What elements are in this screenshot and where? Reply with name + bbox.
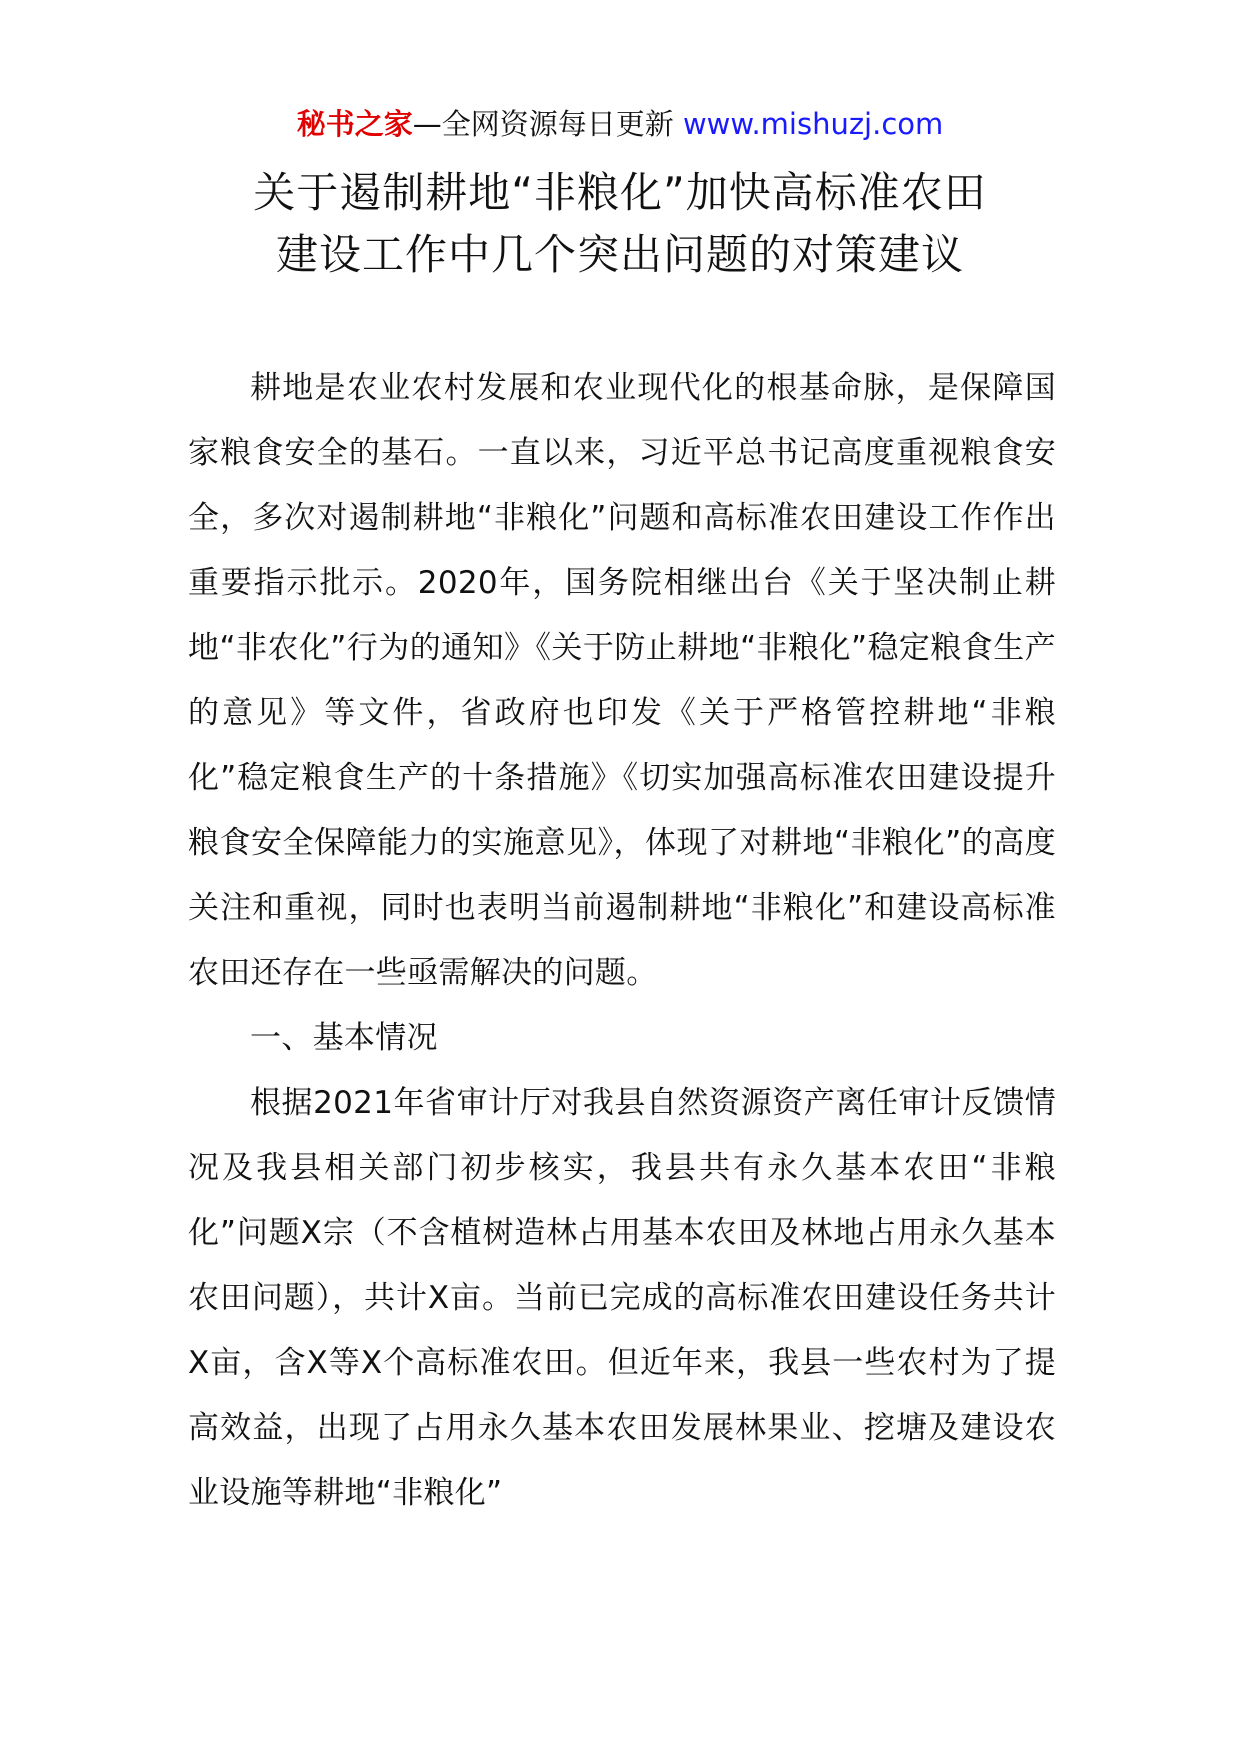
intro-paragraph: 耕地是农业农村发展和农业现代化的根基命脉，是保障国家粮食安全的基石。一直以来，习近平总书记高度重视粮食安全，多次对遏制耕地“非粮化”问题和高标准农田建设工作作出重要指示批示。2020年，国务院相继出台《关于坚决制止耕地“非农化”行为的通知》《关于防止耕地“非粮化”稳定粮食生产的意见》等文件，省政府也印发《关于严格管控耕地“非粮化”稳定粮食生产的十条措施》《切实加强高标准农田建设提升粮食安全保障能力的实施意见》，体现了对耕地“非粮化”的高度关注和重视，同时也表明当前遏制耕地“非粮化”和建设高标准农田还存在一些亟需解决的问题。 <box>188 370 1056 991</box>
brand-name: 秘书之家 <box>296 107 413 141</box>
section-heading-basic-situation: 一、基本情况 <box>250 1020 438 1056</box>
title-line-2: 建设工作中几个突出问题的对策建议 <box>275 230 964 279</box>
site-banner <box>0 104 1240 144</box>
document-body <box>188 356 1056 1526</box>
title-line-1: 关于遏制耕地“非粮化”加快高标准农田 <box>253 168 987 217</box>
website-link[interactable]: www.mishuzj.com <box>673 107 944 141</box>
document-title <box>0 162 1240 286</box>
banner-slogan: —全网资源每日更新 <box>412 107 674 141</box>
basic-situation-paragraph: 根据2021年省审计厅对我县自然资源资产离任审计反馈情况及我县相关部门初步核实，我县共有永久基本农田“非粮化”问题X宗（不含植树造林占用基本农田及林地占用永久基本农田问题），共计X亩。当前已完成的高标准农田建设任务共计X亩，含X等X个高标准农田。但近年来，我县一些农村为了提高效益，出现了占用永久基本农田发展林果业、挖塘及建设农业设施等耕地“非粮化” <box>188 1085 1056 1511</box>
